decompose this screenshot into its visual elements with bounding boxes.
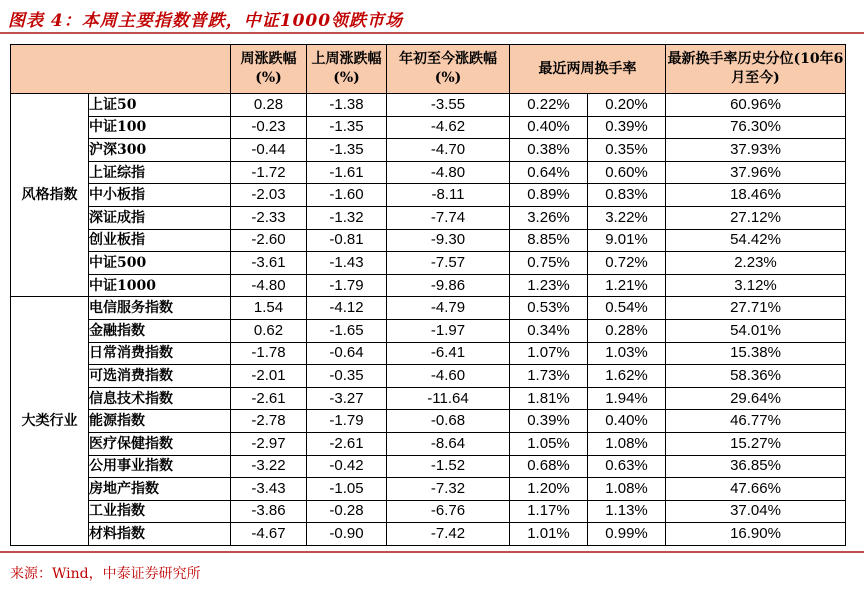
turnover-percentile-cell: 37.96% bbox=[666, 161, 846, 184]
turnover-week-2-cell: 0.99% bbox=[588, 523, 666, 546]
turnover-percentile-cell: 47.66% bbox=[666, 478, 846, 501]
last-week-change-cell: -4.12 bbox=[307, 297, 387, 320]
ytd-change-cell: -6.76 bbox=[387, 500, 510, 523]
index-name: 医疗保健指数 bbox=[89, 432, 231, 455]
turnover-percentile-cell: 54.42% bbox=[666, 229, 846, 252]
last-week-change-cell: -3.27 bbox=[307, 387, 387, 410]
last-week-change-cell: -0.90 bbox=[307, 523, 387, 546]
index-name: 房地产指数 bbox=[89, 478, 231, 501]
weekly-change-cell: -3.61 bbox=[231, 252, 307, 275]
last-week-change-cell: -2.61 bbox=[307, 432, 387, 455]
index-name: 上证50 bbox=[89, 94, 231, 117]
turnover-percentile-cell: 29.64% bbox=[666, 387, 846, 410]
turnover-week-1-cell: 0.68% bbox=[510, 455, 588, 478]
table-row bbox=[11, 184, 846, 207]
last-week-change-cell: -1.60 bbox=[307, 184, 387, 207]
turnover-week-2-cell: 0.35% bbox=[588, 139, 666, 162]
group-label: 大类行业 bbox=[11, 297, 89, 546]
weekly-change-cell: -0.44 bbox=[231, 139, 307, 162]
ytd-change-cell: -4.62 bbox=[387, 116, 510, 139]
weekly-change-cell: -3.22 bbox=[231, 455, 307, 478]
last-week-change-cell: -0.81 bbox=[307, 229, 387, 252]
turnover-week-1-cell: 0.39% bbox=[510, 410, 588, 433]
turnover-week-1-cell: 0.38% bbox=[510, 139, 588, 162]
index-name: 材料指数 bbox=[89, 523, 231, 546]
turnover-percentile-cell: 76.30% bbox=[666, 116, 846, 139]
index-name: 能源指数 bbox=[89, 410, 231, 433]
turnover-week-1-cell: 1.17% bbox=[510, 500, 588, 523]
turnover-week-2-cell: 1.13% bbox=[588, 500, 666, 523]
index-name: 金融指数 bbox=[89, 319, 231, 342]
table-row bbox=[11, 365, 846, 388]
last-week-change-cell: -0.42 bbox=[307, 455, 387, 478]
turnover-week-2-cell: 1.08% bbox=[588, 432, 666, 455]
ytd-change-cell: -7.32 bbox=[387, 478, 510, 501]
turnover-week-1-cell: 0.40% bbox=[510, 116, 588, 139]
turnover-week-2-cell: 0.20% bbox=[588, 94, 666, 117]
index-name: 中证1000 bbox=[89, 274, 231, 297]
last-week-change-cell: -1.79 bbox=[307, 410, 387, 433]
table-row bbox=[11, 432, 846, 455]
turnover-week-2-cell: 1.03% bbox=[588, 342, 666, 365]
last-week-change-cell: -1.05 bbox=[307, 478, 387, 501]
last-week-change-cell: -1.35 bbox=[307, 116, 387, 139]
turnover-percentile-cell: 37.04% bbox=[666, 500, 846, 523]
table-row bbox=[11, 139, 846, 162]
last-week-change-cell: -0.64 bbox=[307, 342, 387, 365]
ytd-change-cell: -0.68 bbox=[387, 410, 510, 433]
turnover-percentile-cell: 18.46% bbox=[666, 184, 846, 207]
ytd-change-cell: -1.52 bbox=[387, 455, 510, 478]
turnover-week-1-cell: 3.26% bbox=[510, 206, 588, 229]
table-row bbox=[11, 94, 846, 117]
weekly-change-cell: -2.60 bbox=[231, 229, 307, 252]
turnover-percentile-cell: 54.01% bbox=[666, 319, 846, 342]
weekly-change-cell: -4.80 bbox=[231, 274, 307, 297]
turnover-percentile-cell: 27.71% bbox=[666, 297, 846, 320]
turnover-week-2-cell: 1.21% bbox=[588, 274, 666, 297]
last-week-change-cell: -1.38 bbox=[307, 94, 387, 117]
turnover-week-1-cell: 1.73% bbox=[510, 365, 588, 388]
turnover-percentile-cell: 2.23% bbox=[666, 252, 846, 275]
ytd-change-cell: -4.60 bbox=[387, 365, 510, 388]
ytd-change-cell: -7.42 bbox=[387, 523, 510, 546]
weekly-change-cell: -3.86 bbox=[231, 500, 307, 523]
table-row bbox=[11, 342, 846, 365]
header-row bbox=[11, 45, 846, 94]
turnover-week-2-cell: 0.40% bbox=[588, 410, 666, 433]
turnover-week-2-cell: 0.83% bbox=[588, 184, 666, 207]
index-name: 深证成指 bbox=[89, 206, 231, 229]
source-note: 来源：Wind，中泰证券研究所 bbox=[10, 566, 201, 582]
header-blank bbox=[11, 45, 231, 94]
header-weekly-change: 周涨跌幅(%) bbox=[231, 45, 307, 94]
turnover-week-2-cell: 0.60% bbox=[588, 161, 666, 184]
ytd-change-cell: -1.97 bbox=[387, 319, 510, 342]
weekly-change-cell: -1.78 bbox=[231, 342, 307, 365]
turnover-week-1-cell: 1.23% bbox=[510, 274, 588, 297]
table-row bbox=[11, 116, 846, 139]
index-name: 公用事业指数 bbox=[89, 455, 231, 478]
table-row bbox=[11, 274, 846, 297]
header-ytd-change: 年初至今涨跌幅(%) bbox=[387, 45, 510, 94]
turnover-percentile-cell: 27.12% bbox=[666, 206, 846, 229]
turnover-percentile-cell: 15.38% bbox=[666, 342, 846, 365]
ytd-change-cell: -9.86 bbox=[387, 274, 510, 297]
turnover-week-1-cell: 1.20% bbox=[510, 478, 588, 501]
index-name: 工业指数 bbox=[89, 500, 231, 523]
figure-title: 图表 4：本周主要指数普跌，中证1000领跌市场 bbox=[8, 11, 404, 31]
last-week-change-cell: -0.35 bbox=[307, 365, 387, 388]
turnover-week-2-cell: 1.94% bbox=[588, 387, 666, 410]
source-divider bbox=[0, 551, 864, 553]
weekly-change-cell: -2.01 bbox=[231, 365, 307, 388]
turnover-week-1-cell: 0.22% bbox=[510, 94, 588, 117]
ytd-change-cell: -8.64 bbox=[387, 432, 510, 455]
table-row bbox=[11, 523, 846, 546]
turnover-week-1-cell: 0.34% bbox=[510, 319, 588, 342]
weekly-change-cell: -1.72 bbox=[231, 161, 307, 184]
index-name: 可选消费指数 bbox=[89, 365, 231, 388]
header-turnover-percentile: 最新换手率历史分位(10年6月至今) bbox=[666, 45, 846, 94]
ytd-change-cell: -3.55 bbox=[387, 94, 510, 117]
group-label: 风格指数 bbox=[11, 94, 89, 297]
index-name: 电信服务指数 bbox=[89, 297, 231, 320]
index-name: 日常消费指数 bbox=[89, 342, 231, 365]
turnover-week-1-cell: 1.07% bbox=[510, 342, 588, 365]
table-row bbox=[11, 252, 846, 275]
ytd-change-cell: -7.57 bbox=[387, 252, 510, 275]
last-week-change-cell: -1.32 bbox=[307, 206, 387, 229]
turnover-week-1-cell: 0.89% bbox=[510, 184, 588, 207]
turnover-percentile-cell: 37.93% bbox=[666, 139, 846, 162]
weekly-change-cell: -0.23 bbox=[231, 116, 307, 139]
weekly-change-cell: -2.78 bbox=[231, 410, 307, 433]
header-two-week-turnover: 最近两周换手率 bbox=[510, 45, 666, 94]
table-row bbox=[11, 500, 846, 523]
weekly-change-cell: -2.03 bbox=[231, 184, 307, 207]
turnover-week-2-cell: 9.01% bbox=[588, 229, 666, 252]
last-week-change-cell: -1.35 bbox=[307, 139, 387, 162]
turnover-week-2-cell: 1.08% bbox=[588, 478, 666, 501]
last-week-change-cell: -1.61 bbox=[307, 161, 387, 184]
index-name: 沪深300 bbox=[89, 139, 231, 162]
turnover-percentile-cell: 15.27% bbox=[666, 432, 846, 455]
table-row bbox=[11, 455, 846, 478]
ytd-change-cell: -7.74 bbox=[387, 206, 510, 229]
turnover-week-1-cell: 1.01% bbox=[510, 523, 588, 546]
ytd-change-cell: -4.80 bbox=[387, 161, 510, 184]
turnover-week-2-cell: 0.54% bbox=[588, 297, 666, 320]
turnover-week-1-cell: 0.75% bbox=[510, 252, 588, 275]
turnover-week-1-cell: 0.53% bbox=[510, 297, 588, 320]
header-last-week-change: 上周涨跌幅(%) bbox=[307, 45, 387, 94]
title-bar bbox=[0, 0, 864, 34]
ytd-change-cell: -6.41 bbox=[387, 342, 510, 365]
weekly-change-cell: -2.97 bbox=[231, 432, 307, 455]
turnover-week-2-cell: 1.62% bbox=[588, 365, 666, 388]
index-name: 上证综指 bbox=[89, 161, 231, 184]
ytd-change-cell: -8.11 bbox=[387, 184, 510, 207]
turnover-week-1-cell: 1.05% bbox=[510, 432, 588, 455]
turnover-percentile-cell: 36.85% bbox=[666, 455, 846, 478]
index-name: 中小板指 bbox=[89, 184, 231, 207]
table-body bbox=[11, 94, 846, 546]
table-row bbox=[11, 297, 846, 320]
turnover-percentile-cell: 16.90% bbox=[666, 523, 846, 546]
turnover-week-1-cell: 8.85% bbox=[510, 229, 588, 252]
table-row bbox=[11, 410, 846, 433]
turnover-percentile-cell: 60.96% bbox=[666, 94, 846, 117]
turnover-week-2-cell: 3.22% bbox=[588, 206, 666, 229]
index-name: 中证100 bbox=[89, 116, 231, 139]
table-row bbox=[11, 478, 846, 501]
last-week-change-cell: -1.43 bbox=[307, 252, 387, 275]
ytd-change-cell: -9.30 bbox=[387, 229, 510, 252]
last-week-change-cell: -1.65 bbox=[307, 319, 387, 342]
ytd-change-cell: -4.79 bbox=[387, 297, 510, 320]
index-table bbox=[10, 44, 846, 546]
turnover-week-2-cell: 0.63% bbox=[588, 455, 666, 478]
weekly-change-cell: -2.33 bbox=[231, 206, 307, 229]
weekly-change-cell: 0.62 bbox=[231, 319, 307, 342]
weekly-change-cell: 1.54 bbox=[231, 297, 307, 320]
last-week-change-cell: -1.79 bbox=[307, 274, 387, 297]
ytd-change-cell: -4.70 bbox=[387, 139, 510, 162]
turnover-percentile-cell: 3.12% bbox=[666, 274, 846, 297]
table-row bbox=[11, 161, 846, 184]
table-row bbox=[11, 206, 846, 229]
weekly-change-cell: -2.61 bbox=[231, 387, 307, 410]
index-name: 创业板指 bbox=[89, 229, 231, 252]
turnover-week-1-cell: 1.81% bbox=[510, 387, 588, 410]
index-name: 中证500 bbox=[89, 252, 231, 275]
weekly-change-cell: -3.43 bbox=[231, 478, 307, 501]
last-week-change-cell: -0.28 bbox=[307, 500, 387, 523]
ytd-change-cell: -11.64 bbox=[387, 387, 510, 410]
turnover-week-2-cell: 0.28% bbox=[588, 319, 666, 342]
table-row bbox=[11, 229, 846, 252]
turnover-week-1-cell: 0.64% bbox=[510, 161, 588, 184]
turnover-week-2-cell: 0.39% bbox=[588, 116, 666, 139]
weekly-change-cell: 0.28 bbox=[231, 94, 307, 117]
index-name: 信息技术指数 bbox=[89, 387, 231, 410]
table-row bbox=[11, 387, 846, 410]
turnover-week-2-cell: 0.72% bbox=[588, 252, 666, 275]
weekly-change-cell: -4.67 bbox=[231, 523, 307, 546]
table-row bbox=[11, 319, 846, 342]
turnover-percentile-cell: 46.77% bbox=[666, 410, 846, 433]
turnover-percentile-cell: 58.36% bbox=[666, 365, 846, 388]
